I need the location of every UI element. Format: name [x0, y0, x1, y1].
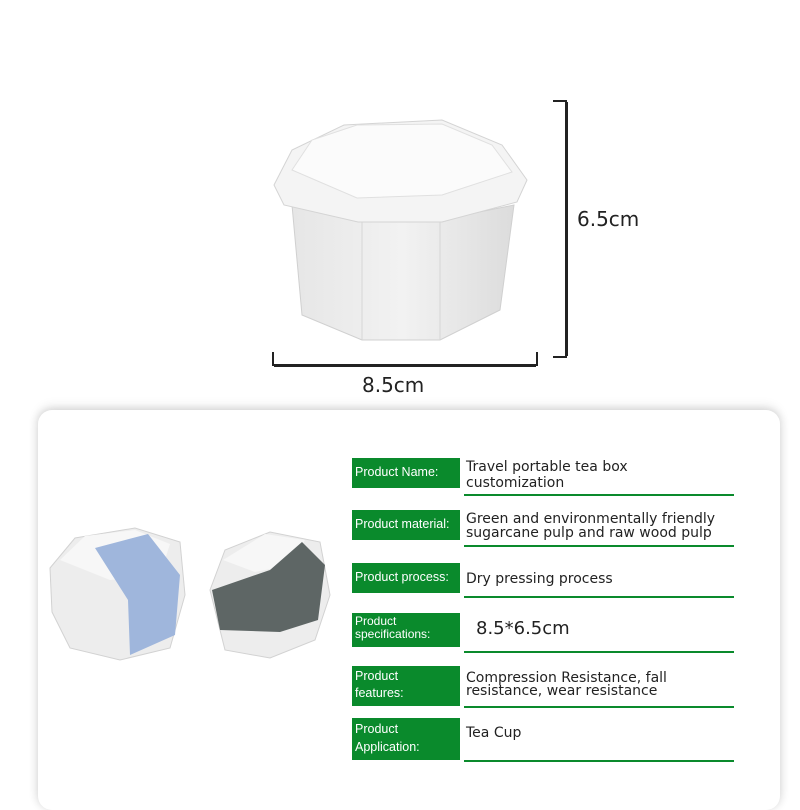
width-dimension-line [272, 352, 538, 366]
spec-value-line1: Green and environmentally friendly [466, 511, 716, 527]
spec-label [352, 613, 460, 647]
spec-row-material [352, 510, 734, 550]
spec-label [352, 666, 460, 706]
spec-divider [464, 494, 734, 496]
spec-value-line1: Tea Cup [466, 725, 522, 741]
spec-label-line2: features: [355, 686, 404, 700]
spec-value-line1: Travel portable tea box [466, 459, 628, 475]
spec-divider [464, 651, 734, 653]
spec-value-line1: 8.5*6.5cm [476, 618, 570, 639]
spec-label-line2: specifications: [355, 627, 431, 641]
spec-row-application [352, 718, 734, 763]
colored-boxes-photo [40, 520, 340, 670]
spec-row-name [352, 458, 734, 498]
spec-label: Product Name: [352, 458, 460, 488]
product-photo-hexagon-box [262, 110, 542, 360]
spec-label: Product process: [352, 563, 460, 593]
width-label: 8.5cm [362, 373, 425, 397]
spec-label [352, 718, 460, 760]
height-dimension-line [553, 100, 567, 358]
spec-value-line1: Compression Resistance, fall [466, 670, 667, 686]
spec-divider [464, 706, 734, 708]
spec-row-specifications [352, 613, 734, 658]
spec-label-line1: Product [355, 722, 399, 736]
spec-divider [464, 545, 734, 547]
spec-value-line2: customization [466, 475, 565, 491]
height-label: 6.5cm [577, 207, 640, 231]
spec-value-line2: sugarcane pulp and raw wood pulp [466, 525, 712, 541]
spec-row-features [352, 666, 734, 711]
spec-label-line1: Product [355, 669, 399, 683]
spec-value-line1: Dry pressing process [466, 571, 613, 587]
spec-divider [464, 596, 734, 598]
spec-row-process [352, 563, 734, 603]
spec-divider [464, 760, 734, 762]
spec-label-line2: Application: [355, 740, 420, 754]
spec-value-line2: resistance, wear resistance [466, 683, 658, 699]
spec-label: Product material: [352, 510, 460, 540]
spec-label-line1: Product [355, 614, 397, 628]
